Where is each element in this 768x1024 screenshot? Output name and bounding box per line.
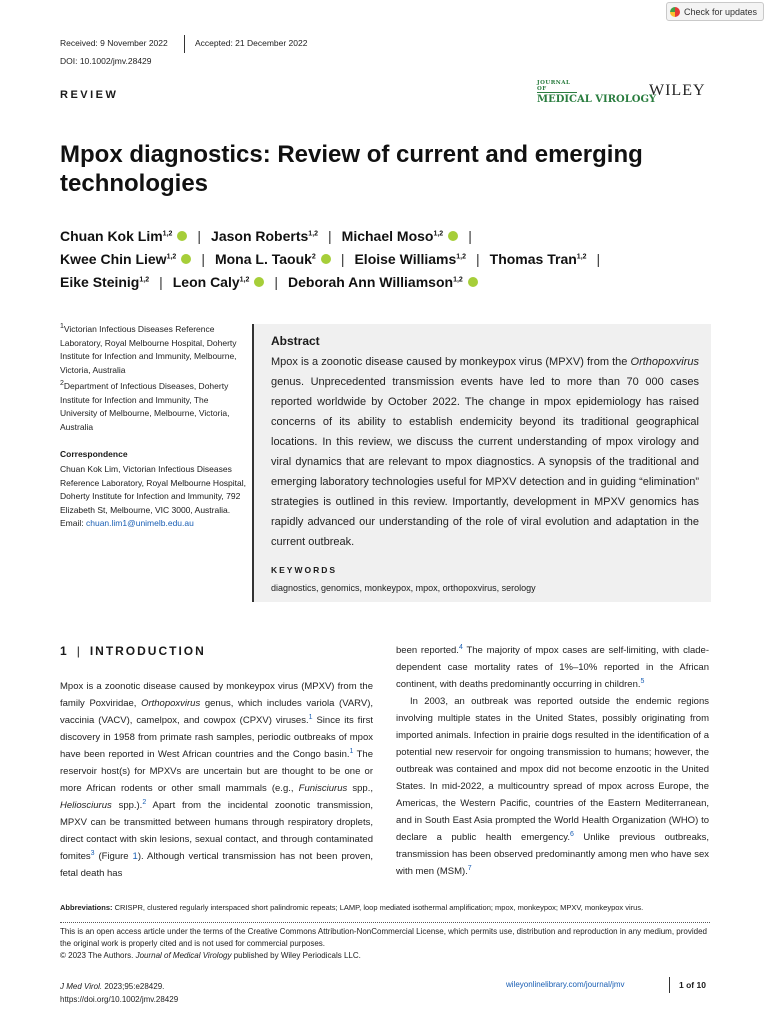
- footer-doi-link[interactable]: https://doi.org/10.1002/jmv.28429: [60, 995, 179, 1004]
- orcid-icon[interactable]: [254, 277, 264, 287]
- correspondence-heading: Correspondence: [60, 449, 128, 459]
- author-name[interactable]: Eike Steinig$^{1,2}$: [60, 274, 150, 290]
- author-name[interactable]: Mona L. Taouk$^2$: [214, 251, 316, 267]
- reference-link[interactable]: 4: [458, 643, 463, 651]
- license-text: This is an open access article under the terms of the Creative Commons Attribution-NonCommercial License, which permits use, distribution and reproduction in any medium, provided the original work is properly cited and is not used for commercial purposes. © 2023 The Authors. Journal of Medical Virology published by Wiley Periodicals LLC.: [60, 927, 707, 960]
- author-name[interactable]: Thomas Tran$^{1,2}$: [489, 251, 587, 267]
- reference-link[interactable]: 7: [467, 864, 472, 872]
- publisher-logo: WILEY: [649, 82, 706, 99]
- affiliation-1: $^1$Victorian Infectious Diseases Reference Laboratory, Royal Melbourne Hospital, Doherty Institute for Infection and Immunity, Melbourne, Victoria, Australia: [60, 323, 237, 375]
- author-line: Chuan Kok Lim$^{1,2}$ | Jason Roberts$^{1,2}$ | Michael Moso$^{1,2}$ |: [60, 228, 472, 244]
- orcid-icon[interactable]: [468, 277, 478, 287]
- article-title: Mpox diagnostics: Review of current and emerging technologies: [60, 141, 643, 197]
- journal-logo-small: JOURNAL OF: [537, 80, 577, 93]
- author-line: Kwee Chin Liew$^{1,2}$ | Mona L. Taouk$^2$ | Eloise Williams$^{1,2}$ | Thomas Tran$^{1,2}$ |: [60, 251, 601, 267]
- orcid-icon[interactable]: [321, 254, 331, 264]
- journal-logo-name: MEDICAL VIROLOGY: [537, 94, 657, 105]
- reference-link[interactable]: 3: [90, 849, 95, 857]
- figure-link[interactable]: 1: [132, 851, 138, 862]
- author-name[interactable]: Leon Caly$^{1,2}$: [172, 274, 250, 290]
- abstract-text: Mpox is a zoonotic disease caused by monkeypox virus (MPXV) from the Orthopoxvirus genus. Unprecedented transmission events have led to more than 70 000 cases reported worldwide by October 2022. The change in mpox epidemiology has raised concerns of its ability to establish endemicity beyond its traditional geographical locations. In this review, we discuss the current understanding of mpox virology and viral dynamics that are relevant to mpox diagnostics. A synopsis of the traditional and emerging laboratory technologies useful for MPXV detection and in guiding “elimination” strategies is outlined in this review. Importantly, development in MPXV genomics has rapidly advanced our understanding of the role of viral evolution and adaptation in the current outbreak.: [271, 356, 699, 548]
- author-line: Eike Steinig$^{1,2}$ | Leon Caly$^{1,2}$ | Deborah Ann Williamson$^{1,2}$: [60, 274, 478, 290]
- check-for-updates-label: Check for updates: [683, 6, 757, 17]
- footer-site-link[interactable]: wileyonlinelibrary.com/journal/jmv: [506, 980, 625, 989]
- footer-citation: J Med Virol. 2023;95:e28429. https://doi.org/10.1002/jmv.28429: [60, 982, 179, 1004]
- email-link[interactable]: chuan.lim1@unimelb.edu.au: [85, 518, 194, 528]
- author-name[interactable]: Michael Moso$^{1,2}$: [341, 228, 444, 244]
- received-date: Received: 9 November 2022: [60, 38, 168, 48]
- correspondence-body: Chuan Kok Lim, Victorian Infectious Diseases Reference Laboratory, Royal Melbourne Hospital, Doherty Institute for Infection and Immunity, 792 Elizabeth St, Melbourne, VIC 3000, Australia. Email: chuan.lim1@unimelb.edu.au: [60, 464, 246, 528]
- author-name[interactable]: Chuan Kok Lim$^{1,2}$: [60, 228, 173, 244]
- author-name[interactable]: Kwee Chin Liew$^{1,2}$: [60, 251, 177, 267]
- orcid-icon[interactable]: [448, 231, 458, 241]
- reference-link[interactable]: 1: [349, 747, 354, 755]
- doi-label: DOI: 10.1002/jmv.28429: [60, 56, 152, 66]
- page-number: 1 of 10: [679, 980, 706, 990]
- keywords-list: diagnostics, genomics, monkeypox, mpox, orthopoxvirus, serology: [271, 583, 536, 593]
- orcid-icon[interactable]: [181, 254, 191, 264]
- abbreviations: Abbreviations: CRISPR, clustered regularly interspaced short palindromic repeats; LAMP, loop mediated isothermal amplification; mpox, monkeypox; MPXV, monkeypox virus.: [60, 903, 644, 912]
- journal-logo: [537, 80, 656, 105]
- check-for-updates-button[interactable]: [666, 2, 764, 21]
- update-badge-icon: [670, 7, 680, 17]
- reference-link[interactable]: 5: [640, 677, 645, 685]
- meta-divider: [184, 35, 185, 53]
- footnote-divider: [60, 922, 710, 923]
- orcid-icon[interactable]: [177, 231, 187, 241]
- accepted-date: Accepted: 21 December 2022: [195, 38, 308, 48]
- author-name[interactable]: Jason Roberts$^{1,2}$: [211, 228, 319, 244]
- reference-link[interactable]: 6: [569, 830, 574, 838]
- footer-divider: [669, 977, 670, 993]
- section-heading: 1 | INTRODUCTION: [60, 644, 206, 658]
- article-type: REVIEW: [60, 89, 119, 101]
- reference-link[interactable]: 2: [142, 798, 147, 806]
- author-name[interactable]: Eloise Williams$^{1,2}$: [354, 251, 467, 267]
- author-name[interactable]: Deborah Ann Williamson$^{1,2}$: [288, 274, 463, 290]
- body-column-left: Mpox is a zoonotic disease caused by monkeypox virus (MPXV) from the family Poxviridae, Orthopoxvirus genus, which includes variola (VARV), vaccinia (VACV), camelpox, and cowpox (CPXV) viruses.$^1$ Since its first discovery in 1958 from primate rash samples, periodic outbreaks of mpox have been reported in West African countries and the Congo basin.$^1$ The reservoir host(s) for MPXVs are uncertain but are thought to be one or more African rodents or other small mammals (e.g., Funisciurus spp., Heliosciurus spp.).$^2$ Apart from the incidental zoonotic transmission, MPXV can be transmitted between humans through respiratory droplets, direct contact with skin lesions, sexual contact, and through contaminated fomites$^3$ (Figure 1). Although vertical transmission has not been proven, fetal death has: [60, 681, 374, 879]
- abstract-heading: Abstract: [271, 334, 320, 348]
- body-column-right: been reported.$^4$ The majority of mpox cases are self-limiting, with clade-dependent case mortality rates of 1%–10% reported in the African continent, with deaths predominantly occurring in children.$^5$ In 2003, an outbreak was reported outside the endemic regions involving multiple states in the United States, possibly originating from imported animals. Infection in prairie dogs resulted in the identification of a potential new reservoir for ongoing transmission to humans; however, the outbreak was contained and mpox did not become enzootic in the United States. In mid-2022, a multicountry spread of mpox across Europe, the Americas, the Western Pacific, countries of the Eastern Mediterranean, and in South East Asia prompted the World Health Organization (WHO) to declare a public health emergency.$^6$ Unlike previous outbreaks, transmission has been observed predominantly among men who have sex with men (MSM).$^7$: [396, 643, 710, 877]
- keywords-heading: KEYWORDS: [271, 565, 338, 575]
- reference-link[interactable]: 1: [308, 713, 313, 721]
- affiliation-2: $^2$Department of Infectious Diseases, Doherty Institute for Infection and Immunity, The University of Melbourne, Melbourne, Victoria, Australia: [60, 380, 230, 432]
